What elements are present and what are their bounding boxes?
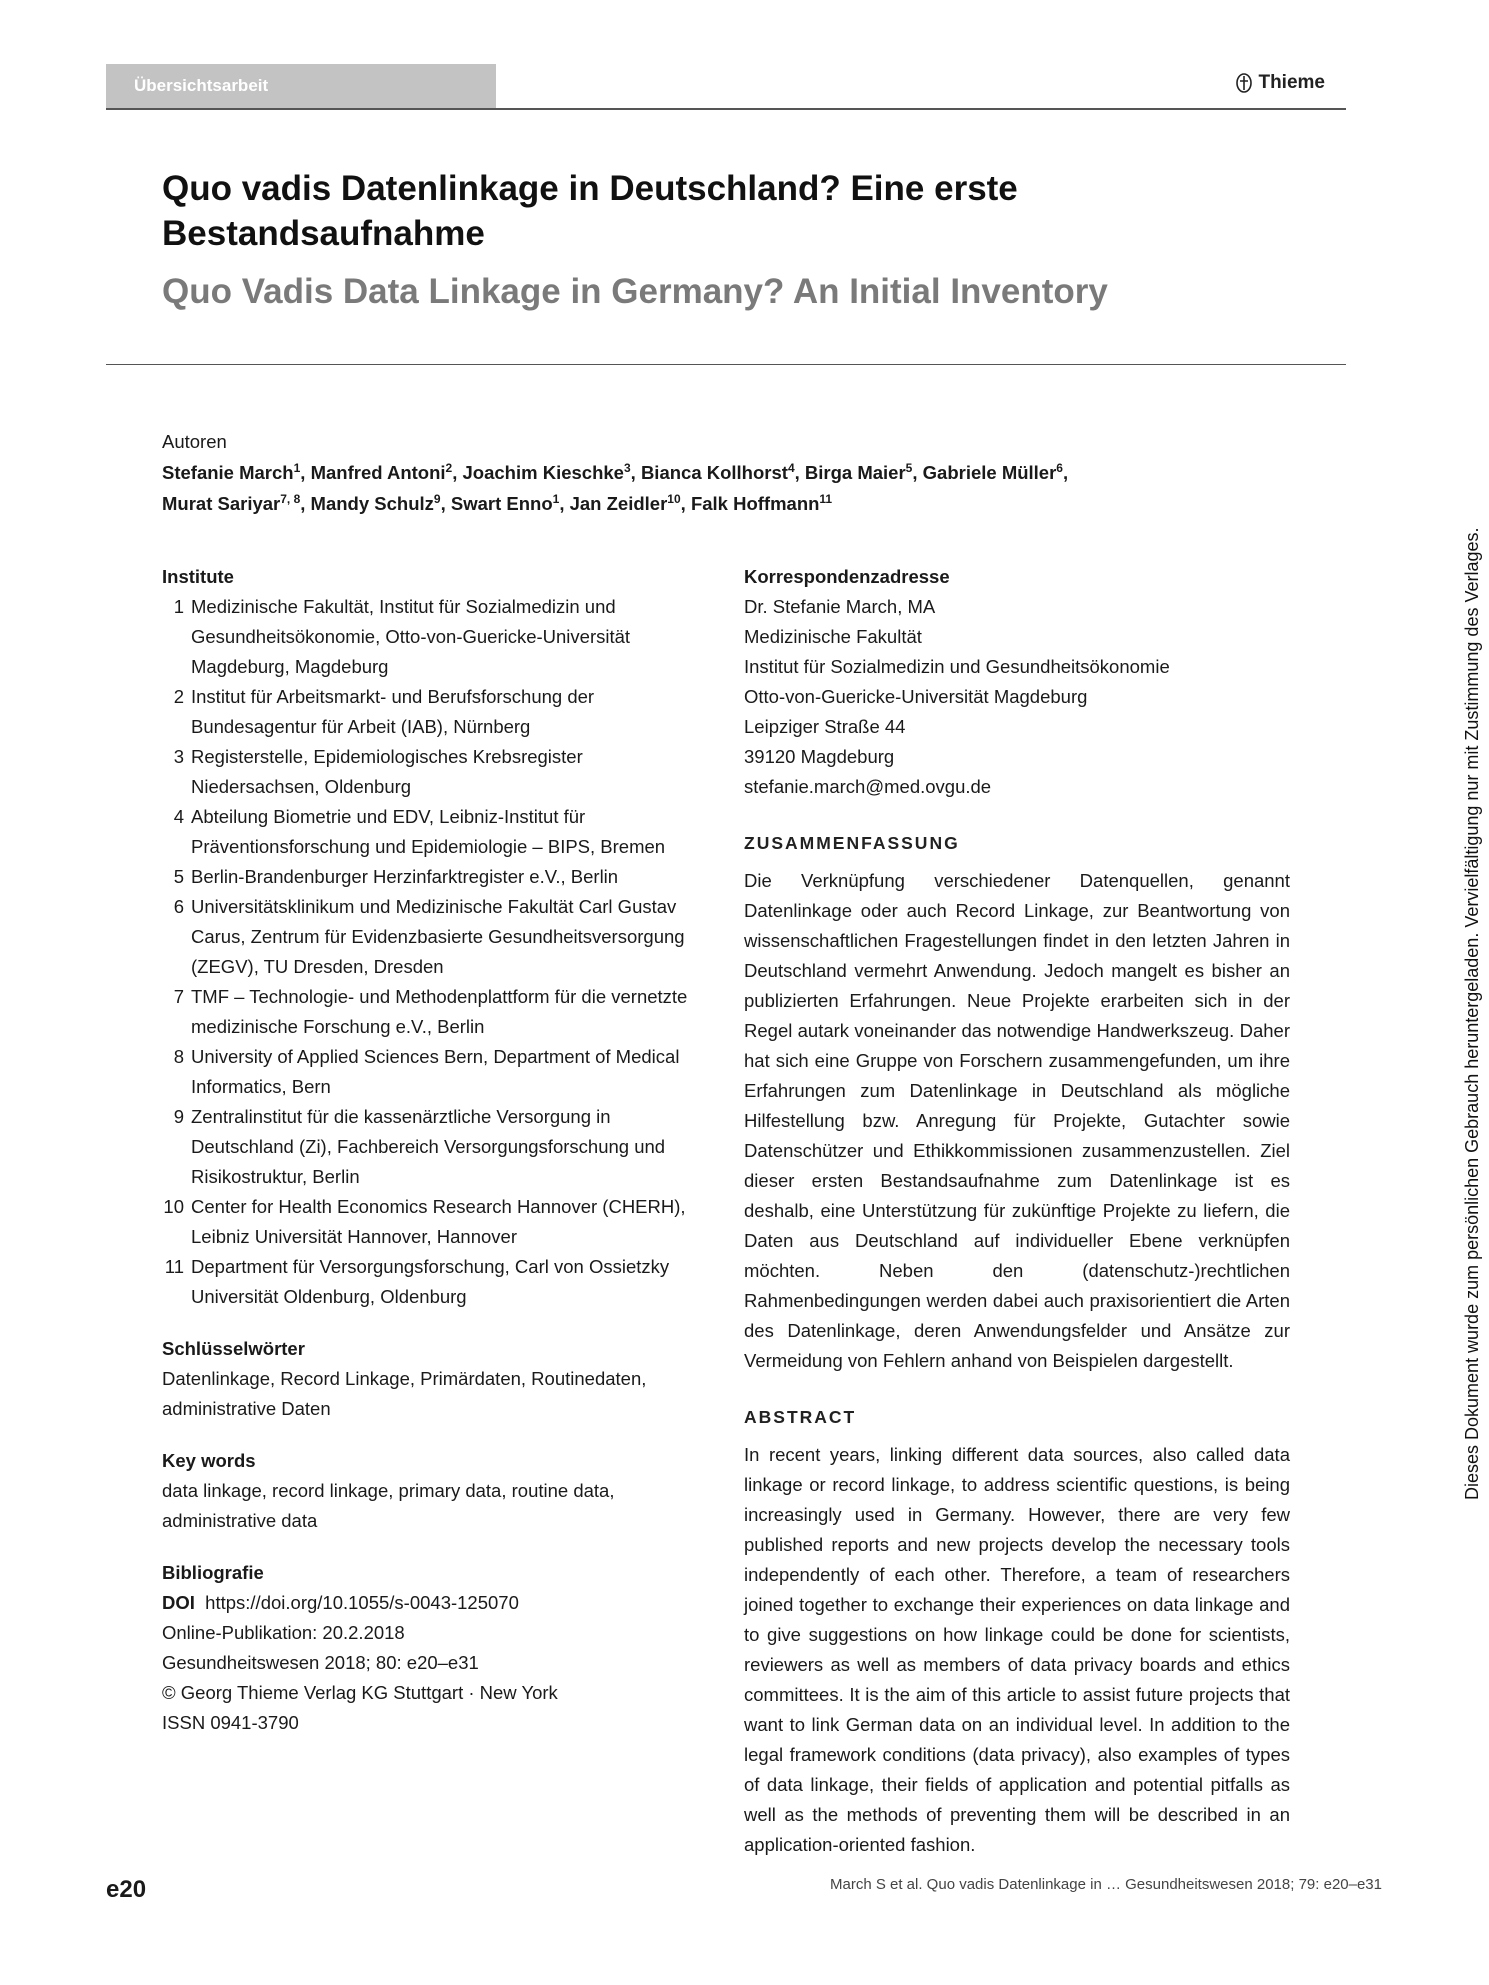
correspondence-heading: Korrespondenzadresse — [744, 566, 950, 587]
institute-text: Department für Versorgungsforschung, Carl von Ossietzky Universität Oldenburg, Oldenburg — [191, 1256, 670, 1307]
institute-item — [162, 1042, 712, 1102]
copyright: © Georg Thieme Verlag KG Stuttgart · New York — [162, 1682, 558, 1703]
keywords-de-heading: Schlüsselwörter — [162, 1338, 305, 1359]
institute-item — [162, 682, 712, 742]
issn: ISSN 0941-3790 — [162, 1712, 299, 1733]
author-name: Falk Hoffmann — [690, 493, 820, 515]
institute-number: 6 — [173, 896, 184, 917]
institute-item — [162, 982, 712, 1042]
institute-number: 2 — [173, 686, 184, 707]
author-affiliation-number: 6 — [1056, 461, 1063, 475]
correspondence-line: Otto-von-Guericke-Universität Magdeburg — [744, 686, 1088, 707]
institutes-list — [162, 592, 712, 1312]
keywords-en-text: data linkage, record linkage, primary data, routine data, administrative data — [162, 1480, 615, 1531]
institute-text: Registerstelle, Epidemiologisches Krebsregister Niedersachsen, Oldenburg — [191, 746, 583, 797]
institute-text: Institut für Arbeitsmarkt- und Berufsforschung der Bundesagentur für Arbeit (IAB), Nürnberg — [191, 686, 595, 737]
footer-citation: March S et al. Quo vadis Datenlinkage in … Gesundheitswesen 2018; 79: e20–e31 — [829, 1876, 1382, 1893]
institute-number: 7 — [173, 986, 184, 1007]
title-rule — [106, 364, 1346, 365]
institute-text: Universitätsklinikum und Medizinische Fakultät Carl Gustav Carus, Zentrum für Evidenzbasierte Gesundheitsversorgung (ZEGV), TU Dresden, Dresden — [191, 896, 685, 977]
abstract-heading: ABSTRACT — [744, 1407, 857, 1427]
author-affiliation-number: 1 — [293, 461, 301, 475]
institute-number: 10 — [163, 1196, 184, 1217]
author-name: Stefanie March — [162, 462, 294, 484]
institute-item — [162, 862, 712, 892]
correspondence-email[interactable]: stefanie.march@med.ovgu.de — [744, 776, 992, 797]
author-affiliation-number: 5 — [905, 461, 913, 475]
online-publication: Online-Publikation: 20.2.2018 — [162, 1622, 405, 1643]
zusammenfassung-text: Die Verknüpfung verschiedener Datenquellen, genannt Datenlinkage oder auch Record Linkage, zur Beantwortung von wissenschaftlichen Fragestellungen findet in den letzten Jahren in Deutschland vermehrt Anwendung. Jedoch mangelt es bisher an publizierten Erfahrungen. Neue Projekte erarbeiten sich in der Regel autark voneinander das notwendige Handwerkszeug. Daher hat sich eine Gruppe von Forschern zusammengefunden, um ihre Erfahrungen zum Datenlinkage in Deutschland als mögliche Hilfestellung bzw. Anregung für Projekte, Gutachter sowie Datenschützer und Ethikkommissionen zusammenzustellen. Ziel dieser ersten Bestandsaufnahme zum Datenlinkage ist es deshalb, eine Unterstützung für zukünftige Projekte zu liefern, die Daten aus Deutschland auf individueller Ebene verknüpfen möchten. Neben den (datenschutz-)rechtlichen Rahmenbedingungen werden dabei auch praxisorientiert die Arten des Datenlinkage, deren Anwendungsfelder und Ansätze zur Vermeidung von Fehlern anhand von Beispielen dargestellt. — [744, 870, 1290, 1371]
institute-number: 4 — [173, 806, 184, 827]
publisher-name: Thieme — [1258, 72, 1325, 93]
author-affiliation-number: 9 — [433, 492, 441, 507]
institute-item — [162, 1252, 712, 1312]
author-name: Murat Sariyar — [162, 493, 281, 515]
publisher — [1236, 72, 1325, 94]
institute-text: Abteilung Biometrie und EDV, Leibniz-Institut für Präventionsforschung und Epidemiologie – BIPS, Bremen — [191, 806, 666, 857]
right-column — [744, 562, 1290, 1860]
institute-number: 8 — [173, 1046, 184, 1067]
correspondence-line: Institut für Sozialmedizin und Gesundheitsökonomie — [744, 656, 1170, 677]
institute-number: 1 — [173, 596, 184, 617]
section-label: Übersichtsarbeit — [134, 76, 269, 95]
abstract-text: In recent years, linking different data sources, also called data linkage or record linkage, to address scientific questions, is being increasingly used in Germany. However, there are very few published reports and new projects develop the necessary tools independently of each other. Therefore, a team of researchers joined together to exchange their experiences on data linkage and to give suggestions on how linkage could be done for scientists, reviewers as well as members of data privacy boards and ethics committees. It is the aim of this article to assist future projects that want to link German data on an individual level. In addition to the legal framework conditions (data privacy), also examples of types of data linkage, their fields of application and potential pitfalls as well as the methods of preventing them will be described in an application-oriented fashion. — [744, 1444, 1290, 1855]
thieme-logo-icon — [1236, 73, 1252, 93]
institute-item — [162, 892, 712, 982]
keywords-en-heading: Key words — [162, 1450, 256, 1471]
correspondence-line: Leipziger Straße 44 — [744, 716, 906, 737]
author-name: Gabriele Müller — [922, 462, 1057, 484]
institute-text: Medizinische Fakultät, Institut für Sozialmedizin und Gesundheitsökonomie, Otto-von-Guericke-Universität Magdeburg, Magdeburg — [191, 596, 631, 677]
title-german: Quo vadis Datenlinkage in Deutschland? Eine erste Bestandsaufnahme — [162, 169, 1018, 253]
correspondence-address — [744, 592, 1290, 802]
author-name: Birga Maier — [804, 462, 906, 484]
zusammenfassung-heading: ZUSAMMENFASSUNG — [744, 833, 960, 853]
header-rule — [106, 108, 1346, 110]
institute-item — [162, 1102, 712, 1192]
author-affiliation-number: 10 — [667, 492, 681, 507]
author-affiliation-number: 1 — [552, 492, 560, 507]
author-list: Stefanie March$^1$, Manfred Antoni$^2$, Joachim Kieschke$^3$, Bianca Kollhorst$^4$, Birga Maier$^5$, Gabriele Müller$^6$, Murat Sariyar$^{7, 8}$, Mandy Schulz$^9$, Swart Enno$^1$, Jan Zeidler$^{10}$, Falk Hoffmann$^{11}$ — [162, 461, 1069, 515]
institutes-heading: Institute — [162, 566, 234, 587]
author-affiliation-number: 2 — [445, 461, 453, 475]
authors-label: Autoren — [162, 431, 227, 452]
institute-text: TMF – Technologie- und Methodenplattform für die vernetzte medizinische Forschung e.V., Berlin — [191, 986, 688, 1037]
doi-label: DOI — [162, 1592, 195, 1613]
institute-text: Berlin-Brandenburger Herzinfarktregister e.V., Berlin — [191, 866, 619, 887]
author-name: Bianca Kollhorst — [640, 462, 788, 484]
correspondence-line: Dr. Stefanie March, MA — [744, 596, 936, 617]
author-name: Swart Enno — [450, 493, 553, 515]
keywords-de-text: Datenlinkage, Record Linkage, Primärdaten, Routinedaten, administrative Daten — [162, 1368, 647, 1419]
correspondence-line: Medizinische Fakultät — [744, 626, 922, 647]
author-name: Joachim Kieschke — [462, 462, 624, 484]
title-english: Quo Vadis Data Linkage in Germany? An Initial Inventory — [162, 272, 1108, 311]
left-column — [162, 562, 712, 1738]
institute-text: Zentralinstitut für die kassenärztliche Versorgung in Deutschland (Zi), Fachbereich Versorgungsforschung und Risikostruktur, Berlin — [191, 1106, 666, 1187]
doi-link[interactable]: https://doi.org/10.1055/s-0043-125070 — [205, 1592, 519, 1613]
author-affiliation-number: 3 — [623, 461, 631, 475]
author-affiliation-number: 7, 8 — [280, 492, 301, 507]
institute-text: University of Applied Sciences Bern, Department of Medical Informatics, Bern — [191, 1046, 680, 1097]
institute-item — [162, 742, 712, 802]
section-label-bar — [106, 64, 496, 108]
institute-item — [162, 1192, 712, 1252]
download-notice: Dieses Dokument wurde zum persönlichen Gebrauch heruntergeladen. Vervielfältigung nur mit Zustimmung des Verlages. — [1462, 527, 1482, 1500]
institute-item — [162, 592, 712, 682]
institute-number: 9 — [173, 1106, 184, 1127]
authors-block — [162, 428, 1262, 517]
author-affiliation-number: 4 — [787, 461, 795, 475]
author-name: Manfred Antoni — [310, 462, 446, 484]
author-name: Jan Zeidler — [569, 493, 668, 515]
institute-number: 11 — [164, 1256, 184, 1277]
institute-text: Center for Health Economics Research Hannover (CHERH), Leibniz Universität Hannover, Hannover — [191, 1196, 686, 1247]
correspondence-line: 39120 Magdeburg — [744, 746, 895, 767]
bibliography-heading: Bibliografie — [162, 1562, 264, 1583]
doi-line — [162, 1588, 712, 1618]
journal-reference: Gesundheitswesen 2018; 80: e20–e31 — [162, 1652, 479, 1673]
author-name: Mandy Schulz — [310, 493, 434, 515]
page-number: e20 — [106, 1876, 147, 1903]
institute-item — [162, 802, 712, 862]
author-affiliation-number: 11 — [819, 492, 833, 507]
institute-number: 5 — [173, 866, 184, 887]
institute-number: 3 — [173, 746, 184, 767]
